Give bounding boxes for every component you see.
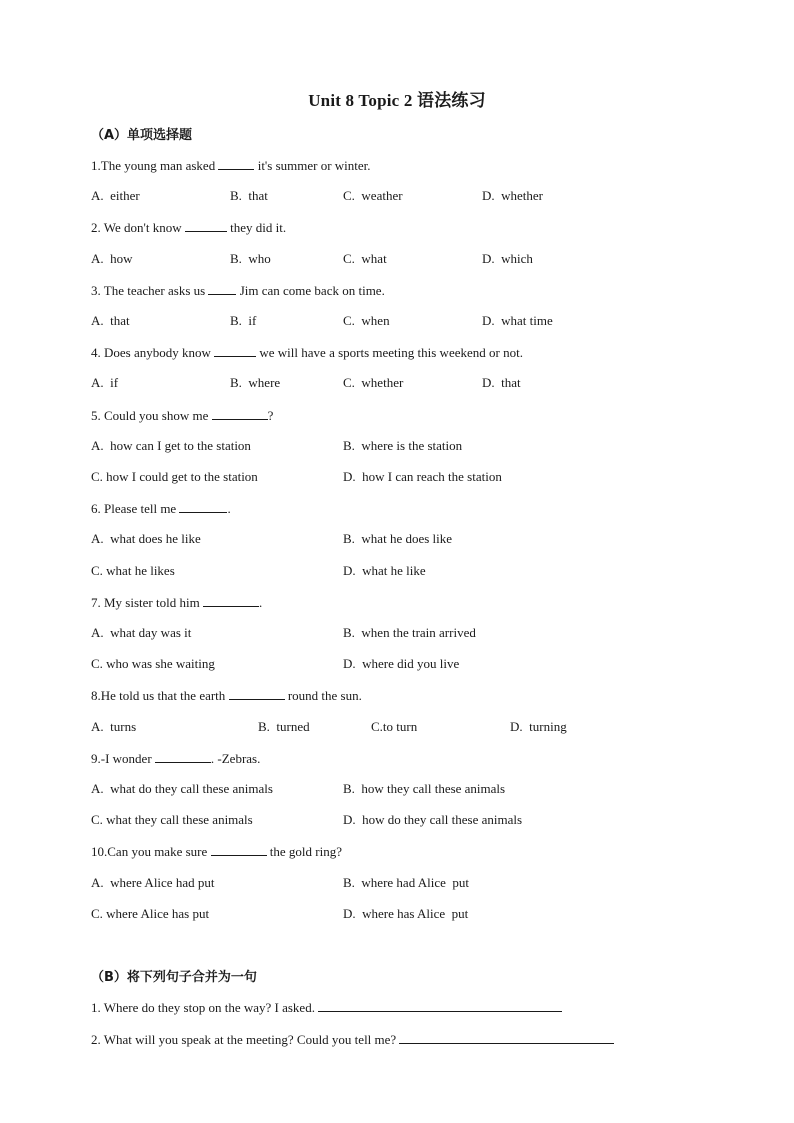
answer-blank [218, 157, 254, 170]
option-c: C. where Alice has put [91, 906, 210, 921]
question-stem-after: . -Zebras. [210, 751, 261, 766]
option-a: A. what does he like [91, 531, 201, 546]
answer-blank [229, 687, 285, 700]
option-c: C. whether [343, 375, 404, 390]
option-d: D. what time [482, 313, 553, 328]
question-stem [91, 344, 523, 361]
option-c: C. what he likes [91, 563, 175, 578]
option-d: D. what he like [343, 563, 426, 578]
option-c: C. who was she waiting [91, 656, 215, 671]
option-c: C. weather [343, 188, 403, 203]
options-row [0, 812, 794, 830]
option-c: C. when [343, 313, 390, 328]
answer-blank [214, 344, 256, 357]
options-row [0, 719, 794, 737]
option-b: B. where is the station [343, 438, 463, 453]
question-stem [91, 500, 231, 517]
options-row [0, 188, 794, 206]
question-stem [91, 687, 362, 704]
section-b-heading: （B）将下列句子合并为一句 [91, 970, 257, 985]
option-b: B. who [230, 251, 271, 266]
rewrite-item [91, 999, 562, 1016]
question-stem-before: 2. We don't know [91, 220, 185, 235]
question-stem-before: 4. Does anybody know [91, 345, 215, 360]
option-a: A. either [91, 188, 140, 203]
question-stem [91, 282, 385, 299]
option-a: A. what day was it [91, 625, 192, 640]
question-stem-before: 5. Could you show me [91, 408, 212, 423]
question-stem [91, 594, 262, 611]
question-stem-after: it's summer or winter. [254, 158, 371, 173]
options-row [0, 563, 794, 581]
options-row [0, 251, 794, 269]
question-stem-after: . [227, 501, 231, 516]
options-row [0, 656, 794, 674]
question-stem [91, 750, 260, 767]
option-a: A. how can I get to the station [91, 438, 251, 453]
rewrite-item-text: 2. What will you speak at the meeting? Could you tell me? [91, 1032, 400, 1047]
option-d: D. that [482, 375, 521, 390]
options-row [0, 781, 794, 799]
options-row [0, 906, 794, 924]
option-d: D. how I can reach the station [343, 469, 502, 484]
answer-blank [185, 219, 227, 232]
answer-blank [211, 843, 267, 856]
answer-line [318, 999, 562, 1012]
options-row [0, 875, 794, 893]
question-stem-after: they did it. [226, 220, 287, 235]
answer-blank [155, 750, 211, 763]
question-stem [91, 843, 342, 860]
answer-blank [179, 500, 227, 513]
option-b: B. where had Alice put [343, 875, 469, 890]
option-a: A. that [91, 313, 130, 328]
rewrite-item [91, 1031, 614, 1048]
option-c: C. what they call these animals [91, 812, 253, 827]
option-b: B. if [230, 313, 257, 328]
option-a: A. where Alice had put [91, 875, 215, 890]
question-stem-before: 9.-I wonder [91, 751, 155, 766]
option-a: A. how [91, 251, 133, 266]
option-b: B. that [230, 188, 268, 203]
question-stem-before: 6. Please tell me [91, 501, 180, 516]
question-stem [91, 219, 286, 236]
question-stem-before: 8.He told us that the earth [91, 688, 229, 703]
option-a: A. what do they call these animals [91, 781, 273, 796]
question-stem-after: . [258, 595, 263, 610]
question-stem-after: ? [267, 408, 274, 423]
question-stem [91, 157, 371, 174]
option-c: C. what [343, 251, 387, 266]
option-d: D. where has Alice put [343, 906, 469, 921]
options-row [0, 438, 794, 456]
rewrite-item-text: 1. Where do they stop on the way? I asked. [91, 1000, 319, 1015]
question-stem-after: round the sun. [284, 688, 362, 703]
question-stem [91, 407, 273, 424]
answer-line [399, 1031, 614, 1044]
question-stem-before: 10.Can you make sure [91, 844, 211, 859]
options-row [0, 625, 794, 643]
option-d: D. which [482, 251, 533, 266]
question-stem-before: 7. My sister told him [91, 595, 203, 610]
answer-blank [212, 407, 268, 420]
question-stem-before: 3. The teacher asks us [91, 283, 209, 298]
page-title: Unit 8 Topic 2 语法练习 [308, 91, 486, 110]
option-a: A. if [91, 375, 119, 390]
options-row [0, 531, 794, 549]
question-stem-after: we will have a sports meeting this weekend or not. [256, 345, 523, 360]
answer-blank [203, 594, 259, 607]
option-d: D. how do they call these animals [343, 812, 523, 827]
options-row [0, 375, 794, 393]
question-stem-after: the gold ring? [266, 844, 342, 859]
options-row [0, 313, 794, 331]
option-b: B. where [230, 375, 281, 390]
options-row [0, 469, 794, 487]
option-c: C.to turn [371, 719, 418, 734]
option-c: C. how I could get to the station [91, 469, 258, 484]
option-a: A. turns [91, 719, 137, 734]
option-d: D. whether [482, 188, 544, 203]
question-stem-before: 1.The young man asked [91, 158, 219, 173]
option-d: D. turning [510, 719, 567, 734]
answer-blank [208, 282, 236, 295]
option-b: B. what he does like [343, 531, 453, 546]
option-b: B. how they call these animals [343, 781, 506, 796]
option-d: D. where did you live [343, 656, 460, 671]
section-a-heading: （A）单项选择题 [91, 128, 193, 143]
option-b: B. when the train arrived [343, 625, 476, 640]
option-b: B. turned [258, 719, 310, 734]
question-stem-after: Jim can come back on time. [236, 283, 385, 298]
